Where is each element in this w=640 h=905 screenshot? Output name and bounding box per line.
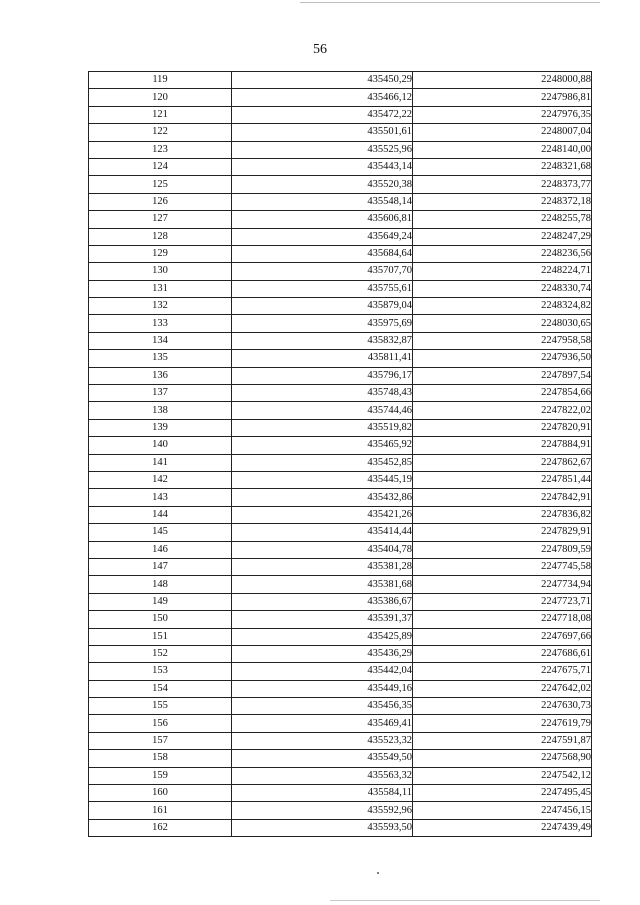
x-coordinate-cell: 435548,14 xyxy=(232,193,413,210)
point-number-cell: 137 xyxy=(89,385,232,402)
point-number-cell: 135 xyxy=(89,350,232,367)
y-coordinate-cell: 2247718,08 xyxy=(413,611,592,628)
x-coordinate-cell: 435525,96 xyxy=(232,141,413,158)
x-coordinate-cell: 435796,17 xyxy=(232,367,413,384)
x-coordinate-cell: 435414,44 xyxy=(232,524,413,541)
point-number-cell: 150 xyxy=(89,611,232,628)
y-coordinate-cell: 2247734,94 xyxy=(413,576,592,593)
y-coordinate-cell: 2247495,45 xyxy=(413,785,592,802)
point-number-cell: 125 xyxy=(89,176,232,193)
y-coordinate-cell: 2248321,68 xyxy=(413,158,592,175)
table-row xyxy=(89,124,592,141)
table-row xyxy=(89,506,592,523)
table-row xyxy=(89,245,592,262)
point-number-cell: 134 xyxy=(89,332,232,349)
table-row xyxy=(89,437,592,454)
table-row xyxy=(89,663,592,680)
y-coordinate-cell: 2248255,78 xyxy=(413,211,592,228)
table-row xyxy=(89,72,592,89)
y-coordinate-cell: 2248247,29 xyxy=(413,228,592,245)
point-number-cell: 119 xyxy=(89,72,232,89)
table-row xyxy=(89,750,592,767)
table-row xyxy=(89,802,592,819)
table-row xyxy=(89,106,592,123)
y-coordinate-cell: 2248324,82 xyxy=(413,298,592,315)
x-coordinate-cell: 435563,32 xyxy=(232,767,413,784)
x-coordinate-cell: 435501,61 xyxy=(232,124,413,141)
y-coordinate-cell: 2247675,71 xyxy=(413,663,592,680)
x-coordinate-cell: 435975,69 xyxy=(232,315,413,332)
y-coordinate-cell: 2247842,91 xyxy=(413,489,592,506)
x-coordinate-cell: 435443,14 xyxy=(232,158,413,175)
point-number-cell: 133 xyxy=(89,315,232,332)
point-number-cell: 149 xyxy=(89,593,232,610)
y-coordinate-cell: 2247542,12 xyxy=(413,767,592,784)
point-number-cell: 162 xyxy=(89,819,232,836)
x-coordinate-cell: 435592,96 xyxy=(232,802,413,819)
table-row xyxy=(89,454,592,471)
point-number-cell: 160 xyxy=(89,785,232,802)
table-row xyxy=(89,819,592,836)
point-number-cell: 153 xyxy=(89,663,232,680)
point-number-cell: 151 xyxy=(89,628,232,645)
y-coordinate-cell: 2247976,35 xyxy=(413,106,592,123)
x-coordinate-cell: 435811,41 xyxy=(232,350,413,367)
table-row xyxy=(89,211,592,228)
point-number-cell: 132 xyxy=(89,298,232,315)
x-coordinate-cell: 435606,81 xyxy=(232,211,413,228)
y-coordinate-cell: 2247936,50 xyxy=(413,350,592,367)
point-number-cell: 144 xyxy=(89,506,232,523)
point-number-cell: 138 xyxy=(89,402,232,419)
point-number-cell: 128 xyxy=(89,228,232,245)
table-row xyxy=(89,158,592,175)
point-number-cell: 142 xyxy=(89,471,232,488)
y-coordinate-cell: 2247686,61 xyxy=(413,645,592,662)
y-coordinate-cell: 2247829,91 xyxy=(413,524,592,541)
table-row xyxy=(89,141,592,158)
y-coordinate-cell: 2247820,91 xyxy=(413,419,592,436)
y-coordinate-cell: 2247619,79 xyxy=(413,715,592,732)
x-coordinate-cell: 435421,26 xyxy=(232,506,413,523)
y-coordinate-cell: 2247854,66 xyxy=(413,385,592,402)
point-number-cell: 152 xyxy=(89,645,232,662)
x-coordinate-cell: 435465,92 xyxy=(232,437,413,454)
point-number-cell: 120 xyxy=(89,89,232,106)
point-number-cell: 124 xyxy=(89,158,232,175)
table-row xyxy=(89,732,592,749)
x-coordinate-cell: 435449,16 xyxy=(232,680,413,697)
y-coordinate-cell: 2248140,00 xyxy=(413,141,592,158)
x-coordinate-cell: 435436,29 xyxy=(232,645,413,662)
y-coordinate-cell: 2247809,59 xyxy=(413,541,592,558)
point-number-cell: 145 xyxy=(89,524,232,541)
table-row xyxy=(89,315,592,332)
table-row xyxy=(89,419,592,436)
y-coordinate-cell: 2248224,71 xyxy=(413,263,592,280)
table-row xyxy=(89,298,592,315)
point-number-cell: 147 xyxy=(89,558,232,575)
table-row xyxy=(89,767,592,784)
x-coordinate-cell: 435593,50 xyxy=(232,819,413,836)
coordinates-table xyxy=(88,71,592,837)
x-coordinate-cell: 435649,24 xyxy=(232,228,413,245)
x-coordinate-cell: 435520,38 xyxy=(232,176,413,193)
table-row xyxy=(89,367,592,384)
y-coordinate-cell: 2247568,90 xyxy=(413,750,592,767)
point-number-cell: 122 xyxy=(89,124,232,141)
x-coordinate-cell: 435381,68 xyxy=(232,576,413,593)
table-row xyxy=(89,698,592,715)
page-number: 56 xyxy=(313,42,327,57)
y-coordinate-cell: 2247986,81 xyxy=(413,89,592,106)
y-coordinate-cell: 2247958,58 xyxy=(413,332,592,349)
table-row xyxy=(89,576,592,593)
x-coordinate-cell: 435381,28 xyxy=(232,558,413,575)
scan-edge-line-top xyxy=(300,2,600,3)
y-coordinate-cell: 2247723,71 xyxy=(413,593,592,610)
y-coordinate-cell: 2248373,77 xyxy=(413,176,592,193)
x-coordinate-cell: 435519,82 xyxy=(232,419,413,436)
y-coordinate-cell: 2247456,15 xyxy=(413,802,592,819)
y-coordinate-cell: 2248372,18 xyxy=(413,193,592,210)
y-coordinate-cell: 2247884,91 xyxy=(413,437,592,454)
y-coordinate-cell: 2248030,65 xyxy=(413,315,592,332)
point-number-cell: 154 xyxy=(89,680,232,697)
table-row xyxy=(89,715,592,732)
scan-edge-line-bottom xyxy=(330,900,600,901)
x-coordinate-cell: 435450,29 xyxy=(232,72,413,89)
point-number-cell: 156 xyxy=(89,715,232,732)
table-row xyxy=(89,645,592,662)
coordinates-table-body xyxy=(89,72,592,837)
point-number-cell: 159 xyxy=(89,767,232,784)
x-coordinate-cell: 435755,61 xyxy=(232,280,413,297)
point-number-cell: 136 xyxy=(89,367,232,384)
y-coordinate-cell: 2248007,04 xyxy=(413,124,592,141)
point-number-cell: 146 xyxy=(89,541,232,558)
y-coordinate-cell: 2248236,56 xyxy=(413,245,592,262)
x-coordinate-cell: 435549,50 xyxy=(232,750,413,767)
x-coordinate-cell: 435523,32 xyxy=(232,732,413,749)
scan-speck xyxy=(377,872,379,874)
x-coordinate-cell: 435456,35 xyxy=(232,698,413,715)
point-number-cell: 140 xyxy=(89,437,232,454)
x-coordinate-cell: 435584,11 xyxy=(232,785,413,802)
table-row xyxy=(89,402,592,419)
x-coordinate-cell: 435404,78 xyxy=(232,541,413,558)
y-coordinate-cell: 2247836,82 xyxy=(413,506,592,523)
y-coordinate-cell: 2247642,02 xyxy=(413,680,592,697)
table-row xyxy=(89,628,592,645)
table-row xyxy=(89,176,592,193)
y-coordinate-cell: 2247897,54 xyxy=(413,367,592,384)
y-coordinate-cell: 2247630,73 xyxy=(413,698,592,715)
point-number-cell: 130 xyxy=(89,263,232,280)
x-coordinate-cell: 435469,41 xyxy=(232,715,413,732)
table-row xyxy=(89,489,592,506)
y-coordinate-cell: 2248000,88 xyxy=(413,72,592,89)
table-row xyxy=(89,524,592,541)
x-coordinate-cell: 435744,46 xyxy=(232,402,413,419)
table-row xyxy=(89,228,592,245)
x-coordinate-cell: 435445,19 xyxy=(232,471,413,488)
table-row xyxy=(89,558,592,575)
y-coordinate-cell: 2247439,49 xyxy=(413,819,592,836)
point-number-cell: 157 xyxy=(89,732,232,749)
x-coordinate-cell: 435748,43 xyxy=(232,385,413,402)
point-number-cell: 126 xyxy=(89,193,232,210)
y-coordinate-cell: 2247591,87 xyxy=(413,732,592,749)
point-number-cell: 139 xyxy=(89,419,232,436)
x-coordinate-cell: 435432,86 xyxy=(232,489,413,506)
x-coordinate-cell: 435425,89 xyxy=(232,628,413,645)
table-row xyxy=(89,611,592,628)
y-coordinate-cell: 2248330,74 xyxy=(413,280,592,297)
y-coordinate-cell: 2247862,67 xyxy=(413,454,592,471)
point-number-cell: 123 xyxy=(89,141,232,158)
table-row xyxy=(89,263,592,280)
y-coordinate-cell: 2247822,02 xyxy=(413,402,592,419)
y-coordinate-cell: 2247745,58 xyxy=(413,558,592,575)
table-row xyxy=(89,541,592,558)
x-coordinate-cell: 435879,04 xyxy=(232,298,413,315)
x-coordinate-cell: 435391,37 xyxy=(232,611,413,628)
table-row xyxy=(89,280,592,297)
x-coordinate-cell: 435442,04 xyxy=(232,663,413,680)
x-coordinate-cell: 435472,22 xyxy=(232,106,413,123)
x-coordinate-cell: 435452,85 xyxy=(232,454,413,471)
y-coordinate-cell: 2247697,66 xyxy=(413,628,592,645)
x-coordinate-cell: 435707,70 xyxy=(232,263,413,280)
point-number-cell: 148 xyxy=(89,576,232,593)
table-row xyxy=(89,785,592,802)
x-coordinate-cell: 435684,64 xyxy=(232,245,413,262)
point-number-cell: 161 xyxy=(89,802,232,819)
y-coordinate-cell: 2247851,44 xyxy=(413,471,592,488)
x-coordinate-cell: 435832,87 xyxy=(232,332,413,349)
point-number-cell: 121 xyxy=(89,106,232,123)
x-coordinate-cell: 435386,67 xyxy=(232,593,413,610)
point-number-cell: 158 xyxy=(89,750,232,767)
table-row xyxy=(89,593,592,610)
point-number-cell: 155 xyxy=(89,698,232,715)
table-row xyxy=(89,385,592,402)
point-number-cell: 141 xyxy=(89,454,232,471)
table-row xyxy=(89,89,592,106)
point-number-cell: 131 xyxy=(89,280,232,297)
table-row xyxy=(89,350,592,367)
point-number-cell: 143 xyxy=(89,489,232,506)
table-row xyxy=(89,471,592,488)
point-number-cell: 129 xyxy=(89,245,232,262)
table-row xyxy=(89,332,592,349)
point-number-cell: 127 xyxy=(89,211,232,228)
table-row xyxy=(89,193,592,210)
table-row xyxy=(89,680,592,697)
x-coordinate-cell: 435466,12 xyxy=(232,89,413,106)
